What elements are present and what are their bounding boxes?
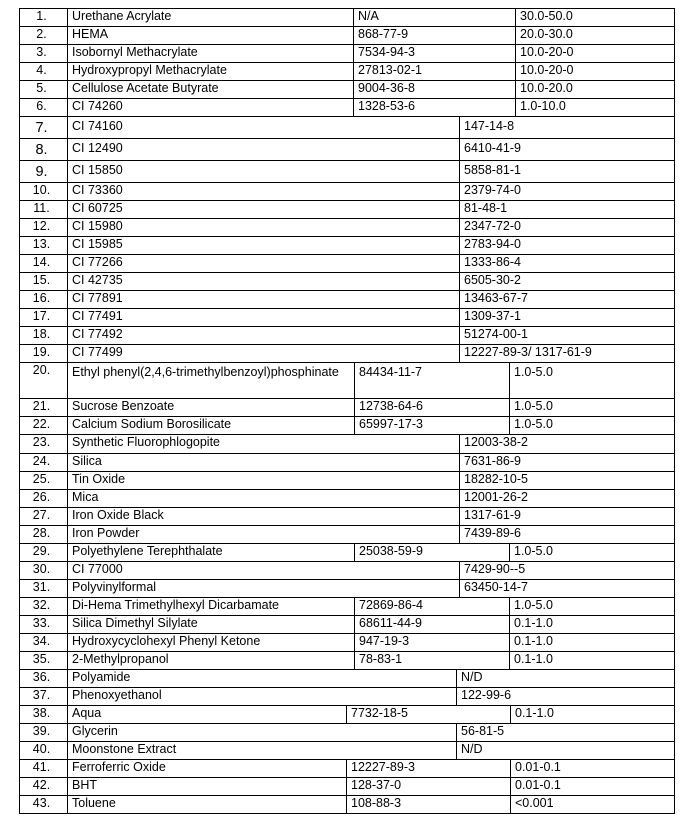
table-row: [19, 272, 675, 290]
row-number: 41.: [19, 760, 67, 777]
cas-number: 5858-81-1: [459, 161, 675, 182]
table-row: [19, 777, 675, 795]
row-number: 17.: [19, 309, 67, 326]
table-row: [19, 344, 675, 362]
ingredient-name: Isobornyl Methacrylate: [67, 45, 353, 62]
concentration: 1.0-5.0: [509, 598, 675, 615]
concentration: 30.0-50.0: [515, 9, 675, 26]
ingredient-name: Hydroxypropyl Methacrylate: [67, 63, 353, 80]
concentration: 1.0-5.0: [509, 544, 675, 561]
row-number: 23.: [19, 435, 67, 453]
row-number: 16.: [19, 291, 67, 308]
ingredient-name: Calcium Sodium Borosilicate: [67, 417, 354, 434]
cas-number: 78-83-1: [354, 652, 509, 669]
concentration: 1.0-10.0: [515, 99, 675, 116]
concentration: 0.1-1.0: [509, 616, 675, 633]
cas-number: 7732-18-5: [346, 706, 510, 723]
cas-number: 7631-86-9: [459, 454, 675, 471]
table-row: [19, 44, 675, 62]
concentration: 0.01-0.1: [510, 760, 675, 777]
ingredient-name: Ferroferric Oxide: [67, 760, 346, 777]
table-row: [19, 80, 675, 98]
row-number: 39.: [19, 724, 67, 741]
row-number: 24.: [19, 454, 67, 471]
table-row: [19, 597, 675, 615]
row-number: 34.: [19, 634, 67, 651]
ingredient-name: Silica: [67, 454, 459, 471]
ingredient-name: Iron Oxide Black: [67, 508, 459, 525]
row-number: 28.: [19, 526, 67, 543]
table-row: [19, 615, 675, 633]
cas-number: 7534-94-3: [353, 45, 515, 62]
table-row: [19, 416, 675, 434]
row-number: 42.: [19, 778, 67, 795]
cas-number: 84434-11-7: [354, 363, 509, 398]
row-number: 12.: [19, 219, 67, 236]
table-row: [19, 200, 675, 218]
ingredient-name: CI 60725: [67, 201, 459, 218]
table-row: [19, 8, 675, 26]
cas-number: 147-14-8: [459, 117, 675, 138]
concentration: <0.001: [510, 796, 675, 813]
ingredient-name: Phenoxyethanol: [67, 688, 456, 705]
concentration: 0.1-1.0: [509, 634, 675, 651]
cas-number: 1317-61-9: [459, 508, 675, 525]
row-number: 36.: [19, 670, 67, 687]
table-row: [19, 326, 675, 344]
table-row: [19, 254, 675, 272]
row-number: 1.: [19, 9, 67, 26]
ingredient-name: Glycerin: [67, 724, 456, 741]
table-row: [19, 723, 675, 741]
table-row: [19, 308, 675, 326]
row-number: 14.: [19, 255, 67, 272]
table-row: [19, 116, 675, 138]
ingredient-name: HEMA: [67, 27, 353, 44]
concentration: 0.01-0.1: [510, 778, 675, 795]
cas-number: 2379-74-0: [459, 183, 675, 200]
concentration: 10.0-20-0: [515, 63, 675, 80]
ingredient-name: CI 12490: [67, 139, 459, 160]
concentration: 0.1-1.0: [509, 652, 675, 669]
ingredient-name: CI 15850: [67, 161, 459, 182]
ingredient-name: CI 74160: [67, 117, 459, 138]
cas-number: N/D: [456, 670, 675, 687]
row-number: 27.: [19, 508, 67, 525]
row-number: 10.: [19, 183, 67, 200]
row-number: 15.: [19, 273, 67, 290]
row-number: 29.: [19, 544, 67, 561]
cas-number: 12001-26-2: [459, 490, 675, 507]
row-number: 21.: [19, 399, 67, 416]
row-number: 20.: [19, 363, 67, 398]
concentration: 1.0-5.0: [509, 363, 675, 398]
table-row: [19, 160, 675, 182]
cas-number: 122-99-6: [456, 688, 675, 705]
cas-number: 6410-41-9: [459, 139, 675, 160]
table-row: [19, 651, 675, 669]
row-number: 31.: [19, 580, 67, 597]
cas-number: 81-48-1: [459, 201, 675, 218]
table-row: [19, 687, 675, 705]
ingredient-name: Tin Oxide: [67, 472, 459, 489]
row-number: 40.: [19, 742, 67, 759]
row-number: 5.: [19, 81, 67, 98]
ingredient-name: Silica Dimethyl Silylate: [67, 616, 354, 633]
cas-number: 56-81-5: [456, 724, 675, 741]
table-row: [19, 471, 675, 489]
row-number: 37.: [19, 688, 67, 705]
cas-number: 68611-44-9: [354, 616, 509, 633]
row-number: 22.: [19, 417, 67, 434]
cas-number: 12227-89-3/ 1317-61-9: [459, 345, 675, 362]
table-row: [19, 453, 675, 471]
table-row: [19, 759, 675, 777]
table-row: [19, 669, 675, 687]
cas-number: N/A: [353, 9, 515, 26]
table-row: [19, 705, 675, 723]
table-row: [19, 362, 675, 398]
ingredient-name: Toluene: [67, 796, 346, 813]
concentration: 1.0-5.0: [509, 417, 675, 434]
row-number: 25.: [19, 472, 67, 489]
concentration: 20.0-30.0: [515, 27, 675, 44]
ingredient-name: Aqua: [67, 706, 346, 723]
ingredient-name: CI 15980: [67, 219, 459, 236]
row-number: 30.: [19, 562, 67, 579]
cas-number: 1309-37-1: [459, 309, 675, 326]
cas-number: N/D: [456, 742, 675, 759]
cas-number: 7429-90--5: [459, 562, 675, 579]
cas-number: 18282-10-5: [459, 472, 675, 489]
table-row: [19, 62, 675, 80]
row-number: 7.: [19, 117, 67, 138]
ingredient-name: CI 77891: [67, 291, 459, 308]
ingredient-name: Hydroxycyclohexyl Phenyl Ketone: [67, 634, 354, 651]
cas-number: 2783-94-0: [459, 237, 675, 254]
table-row: [19, 26, 675, 44]
cas-number: 63450-14-7: [459, 580, 675, 597]
table-row: [19, 795, 675, 814]
ingredient-name: Moonstone Extract: [67, 742, 456, 759]
table-row: [19, 182, 675, 200]
ingredient-name: Urethane Acrylate: [67, 9, 353, 26]
row-number: 26.: [19, 490, 67, 507]
row-number: 11.: [19, 201, 67, 218]
ingredient-name: CI 77499: [67, 345, 459, 362]
ingredient-name: Polyamide: [67, 670, 456, 687]
ingredient-name: CI 42735: [67, 273, 459, 290]
ingredient-name: Cellulose Acetate Butyrate: [67, 81, 353, 98]
table-row: [19, 290, 675, 308]
row-number: 3.: [19, 45, 67, 62]
ingredient-name: CI 77266: [67, 255, 459, 272]
cas-number: 108-88-3: [346, 796, 510, 813]
table-row: [19, 236, 675, 254]
ingredient-name: CI 77492: [67, 327, 459, 344]
row-number: 8.: [19, 139, 67, 160]
ingredient-name: BHT: [67, 778, 346, 795]
row-number: 18.: [19, 327, 67, 344]
concentration: 0.1-1.0: [510, 706, 675, 723]
ingredient-name: Iron Powder: [67, 526, 459, 543]
table-row: [19, 543, 675, 561]
cas-number: 12227-89-3: [346, 760, 510, 777]
ingredient-name: CI 15985: [67, 237, 459, 254]
concentration: 10.0-20.0: [515, 81, 675, 98]
cas-number: 25038-59-9: [354, 544, 509, 561]
cas-number: 72869-86-4: [354, 598, 509, 615]
ingredient-name: Synthetic Fluorophlogopite: [67, 435, 459, 453]
table-row: [19, 98, 675, 116]
row-number: 33.: [19, 616, 67, 633]
row-number: 13.: [19, 237, 67, 254]
table-row: [19, 561, 675, 579]
cas-number: 1333-86-4: [459, 255, 675, 272]
cas-number: 947-19-3: [354, 634, 509, 651]
concentration: 1.0-5.0: [509, 399, 675, 416]
cas-number: 65997-17-3: [354, 417, 509, 434]
table-row: [19, 633, 675, 651]
table-row: [19, 398, 675, 416]
ingredient-name: Mica: [67, 490, 459, 507]
row-number: 38.: [19, 706, 67, 723]
table-row: [19, 489, 675, 507]
concentration: 10.0-20-0: [515, 45, 675, 62]
row-number: 2.: [19, 27, 67, 44]
ingredient-name: Di-Hema Trimethylhexyl Dicarbamate: [67, 598, 354, 615]
cas-number: 12003-38-2: [459, 435, 675, 453]
cas-number: 2347-72-0: [459, 219, 675, 236]
ingredient-name: Sucrose Benzoate: [67, 399, 354, 416]
ingredient-name: CI 73360: [67, 183, 459, 200]
table-row: [19, 507, 675, 525]
cas-number: 13463-67-7: [459, 291, 675, 308]
cas-number: 128-37-0: [346, 778, 510, 795]
row-number: 35.: [19, 652, 67, 669]
row-number: 4.: [19, 63, 67, 80]
cas-number: 1328-53-6: [353, 99, 515, 116]
table-row: [19, 434, 675, 453]
ingredient-name: Ethyl phenyl(2,4,6-trimethylbenzoyl)phosphinate: [67, 363, 354, 398]
cas-number: 6505-30-2: [459, 273, 675, 290]
table-row: [19, 218, 675, 236]
cas-number: 12738-64-6: [354, 399, 509, 416]
row-number: 43.: [19, 796, 67, 813]
ingredient-name: CI 74260: [67, 99, 353, 116]
cas-number: 9004-36-8: [353, 81, 515, 98]
cas-number: 868-77-9: [353, 27, 515, 44]
ingredient-name: Polyethylene Terephthalate: [67, 544, 354, 561]
row-number: 32.: [19, 598, 67, 615]
table-row: [19, 741, 675, 759]
row-number: 6.: [19, 99, 67, 116]
cas-number: 51274-00-1: [459, 327, 675, 344]
row-number: 19.: [19, 345, 67, 362]
ingredient-name: Polyvinylformal: [67, 580, 459, 597]
table-row: [19, 525, 675, 543]
table-row: [19, 138, 675, 160]
cas-number: 7439-89-6: [459, 526, 675, 543]
ingredient-name: CI 77000: [67, 562, 459, 579]
table-row: [19, 579, 675, 597]
row-number: 9.: [19, 161, 67, 182]
ingredient-name: CI 77491: [67, 309, 459, 326]
cas-number: 27813-02-1: [353, 63, 515, 80]
ingredient-name: 2-Methylpropanol: [67, 652, 354, 669]
